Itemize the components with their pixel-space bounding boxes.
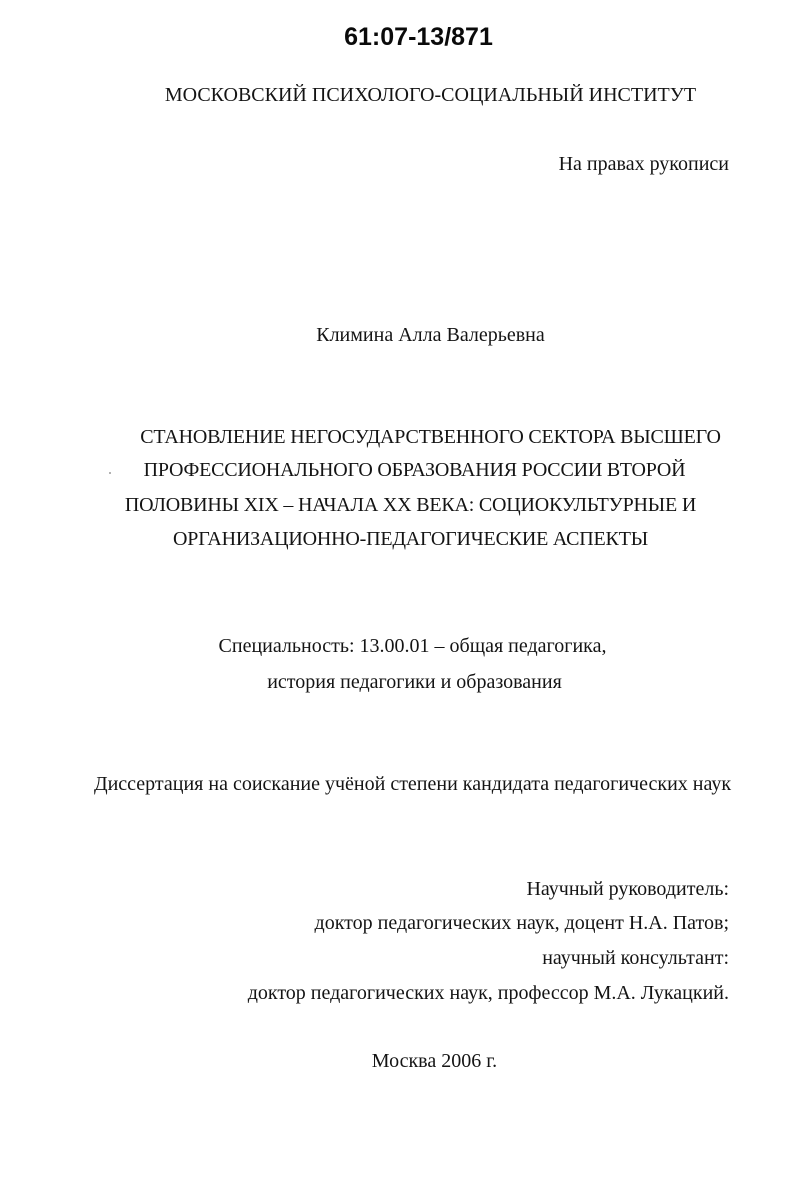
manuscript-note: На правах рукописи xyxy=(558,153,729,175)
author-name: Климина Алла Валерьевна xyxy=(316,324,545,346)
title-line: ПРОФЕССИОНАЛЬНОГО ОБРАЗОВАНИЯ РОССИИ ВТОРОЙ xyxy=(143,459,686,481)
supervisor-label: Научный руководитель: xyxy=(526,878,729,900)
title-line: СТАНОВЛЕНИЕ НЕГОСУДАРСТВЕННОГО СЕКТОРА ВЫСШЕГО xyxy=(140,426,721,448)
title-line: ПОЛОВИНЫ XIX – НАЧАЛА XX ВЕКА: СОЦИОКУЛЬТУРНЫЕ И xyxy=(124,494,697,516)
supervisor-name: доктор педагогических наук, доцент Н.А. Патов; xyxy=(314,912,729,934)
archive-code: 61:07-13/871 xyxy=(344,23,493,51)
title-line: ОРГАНИЗАЦИОННО-ПЕДАГОГИЧЕСКИЕ АСПЕКТЫ xyxy=(173,528,648,550)
consultant-label: научный консультант: xyxy=(542,947,729,969)
scan-speck xyxy=(109,472,111,474)
specialty-line: Специальность: 13.00.01 – общая педагогика, xyxy=(218,635,607,657)
city-year: Москва 2006 г. xyxy=(371,1050,498,1072)
consultant-name: доктор педагогических наук, профессор М.А. Лукацкий. xyxy=(247,982,729,1004)
institution-name: МОСКОВСКИЙ ПСИХОЛОГО-СОЦИАЛЬНЫЙ ИНСТИТУТ xyxy=(164,84,697,106)
degree-statement: Диссертация на соискание учёной степени кандидата педагогических наук xyxy=(93,773,732,795)
specialty-line: история педагогики и образования xyxy=(267,671,562,693)
